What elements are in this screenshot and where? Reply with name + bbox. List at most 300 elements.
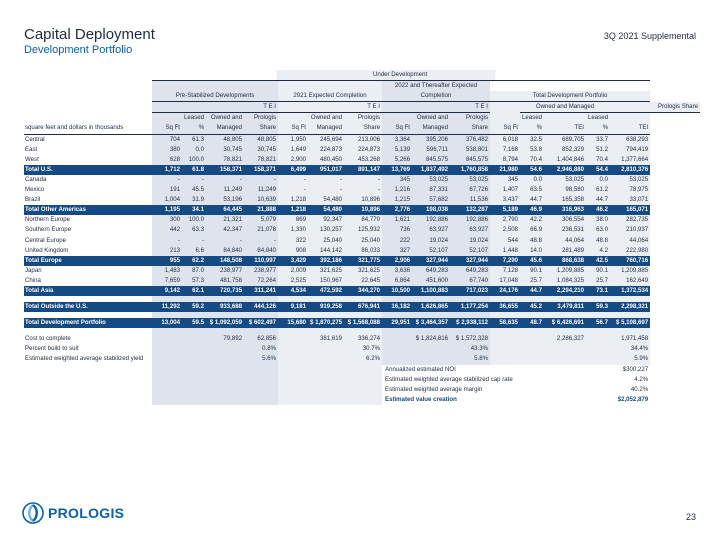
total-row <box>24 205 700 215</box>
cell: 281,489 <box>544 246 586 256</box>
cell: $ 5,108,697 <box>610 318 650 328</box>
col-pct: % <box>182 123 206 134</box>
row-label: Brazil <box>25 196 41 204</box>
metric-cell <box>206 344 244 354</box>
metric-cell: 79,892 <box>206 334 244 344</box>
summary-spacer <box>278 385 308 395</box>
cell: 48,805 <box>244 134 278 145</box>
cell: 72,264 <box>244 276 278 286</box>
cell: 6,018 <box>490 134 520 145</box>
cell: - <box>278 185 308 195</box>
cell: 306,554 <box>544 215 586 225</box>
group-total-header: Total Development Portfolio <box>490 91 650 102</box>
cell: 59.5 <box>182 318 206 328</box>
cell: 165,358 <box>544 195 586 205</box>
cell: 62.2 <box>182 256 206 266</box>
cell: 2,525 <box>278 276 308 286</box>
metric-cell <box>152 354 182 364</box>
cell: 933,688 <box>206 302 244 312</box>
metric-cell: 0.8% <box>244 344 278 354</box>
total-row <box>24 286 700 296</box>
cell: 2,900 <box>278 155 308 165</box>
cell: 10,896 <box>344 195 382 205</box>
metric-label: Estimated weighted average stabilized yield <box>25 355 144 363</box>
cell: 222,980 <box>610 246 650 256</box>
cell: 321,625 <box>308 266 344 276</box>
cell: 316,963 <box>544 205 586 215</box>
summary-spacer <box>344 365 382 375</box>
cell: 61.3 <box>182 134 206 145</box>
cell: 1,626,865 <box>412 302 450 312</box>
cell: 48.7 <box>520 318 544 328</box>
cell: 1,084,325 <box>544 276 586 286</box>
cell: 130,257 <box>308 225 344 235</box>
cell: 322 <box>278 236 308 246</box>
cell: 1,448 <box>490 246 520 256</box>
cell: 736 <box>382 225 412 235</box>
cell: 453,268 <box>344 155 382 165</box>
cell: 54,480 <box>308 205 344 215</box>
summary-value: 40.2% <box>630 385 649 393</box>
cell: 19,024 <box>450 236 490 246</box>
summary-label: Estimated value creation <box>385 395 457 403</box>
cell: 213 <box>152 246 182 256</box>
summary-spacer <box>308 395 344 405</box>
cell: 1,216 <box>382 185 412 195</box>
cell: 53,196 <box>206 195 244 205</box>
cell: 46.9 <box>520 205 544 215</box>
summary-spacer <box>278 395 308 405</box>
cell: 144,142 <box>308 246 344 256</box>
cell: 852,329 <box>544 145 586 155</box>
summary-spacer <box>152 375 182 385</box>
cell: 2,776 <box>382 205 412 215</box>
cell: 327,944 <box>450 256 490 266</box>
col-sqft: Sq Ft <box>490 123 520 134</box>
group-prestab-header: Pre-Stabilized Developments <box>152 91 278 102</box>
metric-cell: 6.2% <box>344 354 382 364</box>
summary-spacer <box>152 395 182 405</box>
cell: 84,840 <box>206 246 244 256</box>
summary-spacer <box>278 375 308 385</box>
cell: 2,009 <box>278 266 308 276</box>
total-row <box>24 318 700 328</box>
cell: 442 <box>152 225 182 235</box>
cell: 59.2 <box>182 302 206 312</box>
summary-label: Annualized estimated NOI <box>385 365 456 373</box>
metric-cell: 30.7% <box>344 344 382 354</box>
cell: 78,975 <box>610 185 650 195</box>
group-2022-line2: Completion <box>382 91 490 102</box>
table-row <box>24 175 700 185</box>
cell: 717,023 <box>450 286 490 296</box>
cell: 2,906 <box>382 256 412 266</box>
cell: 222 <box>382 236 412 246</box>
summary-spacer <box>308 385 344 395</box>
cell: 327,944 <box>412 256 450 266</box>
table-row <box>24 134 700 145</box>
cell: 704 <box>152 134 182 145</box>
summary-value: $300,227 <box>622 365 649 373</box>
summary-spacer <box>344 385 382 395</box>
col-managed: Managed <box>412 123 450 134</box>
metric-cell <box>278 334 308 344</box>
page-subtitle: Development Portfolio <box>24 44 133 56</box>
cell: 2,790 <box>490 215 520 225</box>
metric-cell <box>586 334 610 344</box>
cell: 345 <box>382 175 412 185</box>
cell: 24,176 <box>490 286 520 296</box>
cell: 46.2 <box>586 205 610 215</box>
col-owned-and: Owned and <box>308 113 344 124</box>
cell: 57,682 <box>412 195 450 205</box>
cell: 67,726 <box>450 185 490 195</box>
cell: 10,500 <box>382 286 412 296</box>
metric-cell: 5.8% <box>450 354 490 364</box>
row-label: West <box>25 155 39 163</box>
summary-label: Estimated weighted average margin <box>385 385 483 393</box>
row-label: Total Asia <box>24 286 152 296</box>
cell: 845,575 <box>412 155 450 165</box>
cell: 59.3 <box>586 302 610 312</box>
metric-cell: 381,619 <box>308 334 344 344</box>
cell: 7,128 <box>490 266 520 276</box>
cell: 1,215 <box>382 195 412 205</box>
cell: 84,840 <box>244 246 278 256</box>
cell: 2,298,321 <box>610 302 650 312</box>
col-managed: Managed <box>206 123 244 134</box>
cell: 42,347 <box>206 225 244 235</box>
metric-cell <box>490 354 520 364</box>
summary-spacer <box>244 385 278 395</box>
cell: 649,283 <box>412 266 450 276</box>
prologis-logo <box>22 501 124 525</box>
cell: 8,794 <box>490 155 520 165</box>
summary-row <box>24 395 700 405</box>
cell: 3,429 <box>278 256 308 266</box>
cell: 4.2 <box>586 246 610 256</box>
cell: 1,004 <box>152 195 182 205</box>
cell: 162,649 <box>610 276 650 286</box>
cell: 480,450 <box>308 155 344 165</box>
cell: 6.6 <box>182 246 206 256</box>
summary-spacer <box>206 385 244 395</box>
summary-spacer <box>152 385 182 395</box>
cell: 649,283 <box>450 266 490 276</box>
cell: - <box>344 185 382 195</box>
cell: 7,659 <box>152 276 182 286</box>
summary-row <box>24 385 700 395</box>
metric-cell <box>520 344 544 354</box>
cell: 345 <box>490 175 520 185</box>
summary-row <box>24 365 700 375</box>
metric-row <box>24 344 700 354</box>
cell: 87.0 <box>182 266 206 276</box>
cell: 538,801 <box>450 145 490 155</box>
cell: 1,218 <box>278 205 308 215</box>
cell: 1,950 <box>278 134 308 145</box>
cell: 87,331 <box>412 185 450 195</box>
col-sqft: Sq Ft <box>278 123 308 134</box>
cell: 30,745 <box>206 145 244 155</box>
cell: 2,508 <box>490 225 520 235</box>
cell: 31.9 <box>182 195 206 205</box>
cell: 19,024 <box>412 236 450 246</box>
cell: 61.8 <box>182 165 206 175</box>
summary-spacer <box>206 365 244 375</box>
summary-value: $2,052,879 <box>617 395 649 403</box>
cell: - <box>244 236 278 246</box>
cell: 63.3 <box>182 225 206 235</box>
report-period: 3Q 2021 Supplemental <box>603 31 696 41</box>
cell: 908 <box>278 246 308 256</box>
cell: 44.7 <box>586 195 610 205</box>
cell: 21,321 <box>206 215 244 225</box>
cell: 132,287 <box>450 205 490 215</box>
cell: 25.7 <box>586 276 610 286</box>
metric-label: Cost to complete <box>25 335 71 343</box>
cell: 158,371 <box>206 165 244 175</box>
cell: 29,951 <box>382 318 412 328</box>
metric-cell: $ 1,572,328 <box>450 334 490 344</box>
cell: 236,531 <box>544 225 586 235</box>
cell: 955 <box>152 256 182 266</box>
col-share: Share <box>450 123 490 134</box>
cell: 1,195 <box>152 205 182 215</box>
metric-cell <box>382 354 412 364</box>
summary-spacer <box>308 375 344 385</box>
metric-cell: 5.9% <box>610 354 650 364</box>
metric-cell: 62,856 <box>244 334 278 344</box>
cell: 4,534 <box>278 286 308 296</box>
cell: 300 <box>152 215 182 225</box>
cell: 6,864 <box>382 276 412 286</box>
logo-text: PROLOGIS <box>48 505 125 521</box>
cell: 13,769 <box>382 165 412 175</box>
cell: 0.0 <box>182 145 206 155</box>
prologis-logo-icon <box>22 502 44 524</box>
metric-cell <box>520 354 544 364</box>
total-row <box>24 256 700 266</box>
cell: 676,941 <box>344 302 382 312</box>
cell: 10,639 <box>244 195 278 205</box>
cell: 150,967 <box>308 276 344 286</box>
cell: 1,407 <box>490 185 520 195</box>
cell: 11,249 <box>244 185 278 195</box>
cell: 1,404,846 <box>544 155 586 165</box>
summary-spacer <box>206 375 244 385</box>
total-row <box>24 302 700 312</box>
cell: 628 <box>152 155 182 165</box>
development-portfolio-table <box>24 70 700 405</box>
cell: 33.7 <box>586 134 610 145</box>
cell: 544 <box>490 236 520 246</box>
metric-cell <box>412 344 450 354</box>
metric-cell: 34.4% <box>610 344 650 354</box>
cell: 125,932 <box>344 225 382 235</box>
metric-cell: 2,286,327 <box>544 334 586 344</box>
cell: - <box>152 236 182 246</box>
row-label: United Kingdom <box>25 246 69 254</box>
cell: 34.1 <box>182 205 206 215</box>
header-row-1 <box>24 70 700 81</box>
cell: 392,186 <box>308 256 344 266</box>
summary-spacer <box>182 385 206 395</box>
cell: 224,873 <box>308 145 344 155</box>
cell: 1,209,885 <box>544 266 586 276</box>
cell: 63.5 <box>520 185 544 195</box>
col-share: Share <box>344 123 382 134</box>
cell: - <box>152 175 182 185</box>
col-sqft: Sq Ft <box>152 123 182 134</box>
row-label: Total U.S. <box>24 165 152 175</box>
metric-cell <box>206 354 244 364</box>
cell: - <box>182 175 206 185</box>
metric-cell <box>278 344 308 354</box>
cell: 30,745 <box>244 145 278 155</box>
tei-label: T E I <box>278 102 382 113</box>
cell: 2,810,376 <box>610 165 650 175</box>
metric-cell <box>382 334 412 344</box>
cell: 21,078 <box>244 225 278 235</box>
summary-spacer <box>244 365 278 375</box>
metric-cell <box>544 354 586 364</box>
cell: 3,479,811 <box>544 302 586 312</box>
cell: 90.1 <box>520 266 544 276</box>
col-prologis: Prologis <box>344 113 382 124</box>
cell: 25,040 <box>308 236 344 246</box>
cell: 245,694 <box>308 134 344 145</box>
cell: 3,364 <box>382 134 412 145</box>
cell: 213,006 <box>344 134 382 145</box>
cell: 327 <box>382 246 412 256</box>
cell: 395,206 <box>412 134 450 145</box>
summary-spacer <box>182 375 206 385</box>
cell: 67,740 <box>450 276 490 286</box>
col-prologis: Prologis <box>450 113 490 124</box>
summary-spacer <box>344 375 382 385</box>
cell: 84,770 <box>344 215 382 225</box>
summary-value: 4.2% <box>634 375 649 383</box>
cell: 54,480 <box>308 195 344 205</box>
metric-cell <box>152 344 182 354</box>
cell: $ 1,568,088 <box>344 318 382 328</box>
cell: - <box>308 185 344 195</box>
summary-spacer <box>278 365 308 375</box>
cell: 33,071 <box>610 195 650 205</box>
summary-spacer <box>24 395 152 405</box>
cell: 44,064 <box>610 236 650 246</box>
cell: 98,580 <box>544 185 586 195</box>
cell: 3,437 <box>490 195 520 205</box>
metric-cell <box>182 344 206 354</box>
cell: 54.4 <box>586 165 610 175</box>
cell: 1,712 <box>152 165 182 175</box>
cell: 1,377,664 <box>610 155 650 165</box>
summary-spacer <box>244 375 278 385</box>
cell: 321,775 <box>344 256 382 266</box>
cell: 56.7 <box>586 318 610 328</box>
cell: 1,760,858 <box>450 165 490 175</box>
cell: 919,258 <box>308 302 344 312</box>
row-label: Total Development Portfolio <box>24 318 152 328</box>
cell: 210,937 <box>610 225 650 235</box>
cell: - <box>344 175 382 185</box>
summary-spacer <box>344 395 382 405</box>
cell: 198,038 <box>412 205 450 215</box>
col-owned-and: Owned and <box>412 113 450 124</box>
cell: 53,025 <box>610 175 650 185</box>
cell: 63,927 <box>450 225 490 235</box>
cell: 344,270 <box>344 286 382 296</box>
cell: 321,625 <box>344 266 382 276</box>
table-row <box>24 236 700 246</box>
cell: 0.0 <box>586 175 610 185</box>
cell: 53,025 <box>450 175 490 185</box>
row-label: Central <box>25 135 45 143</box>
metric-cell: 1,971,458 <box>610 334 650 344</box>
cell: 238,977 <box>244 266 278 276</box>
page-title: Capital Deployment <box>24 26 155 43</box>
cell: 1,218 <box>278 195 308 205</box>
metric-cell: 43.3% <box>450 344 490 354</box>
cell: 7,168 <box>490 145 520 155</box>
cell: 48.8 <box>586 236 610 246</box>
cell: 9,181 <box>278 302 308 312</box>
cell: 110,997 <box>244 256 278 266</box>
cell: 5,079 <box>244 215 278 225</box>
cell: 48,805 <box>206 134 244 145</box>
metric-cell <box>490 344 520 354</box>
cell: 42.5 <box>586 256 610 266</box>
summary-label: Estimated weighted average stabilized cap rate <box>385 375 513 383</box>
summary-spacer <box>24 385 152 395</box>
cell: 868,638 <box>544 256 586 266</box>
metric-cell <box>308 344 344 354</box>
cell: 0.0 <box>520 175 544 185</box>
summary-spacer <box>244 395 278 405</box>
row-label: East <box>25 145 38 153</box>
cell: 17,048 <box>490 276 520 286</box>
metric-cell <box>412 354 450 364</box>
cell: 57.3 <box>182 276 206 286</box>
summary-spacer <box>24 365 152 375</box>
metric-cell: 336,274 <box>344 334 382 344</box>
cell: 38.0 <box>586 215 610 225</box>
cell: 42.2 <box>520 215 544 225</box>
cell: 1,330 <box>278 225 308 235</box>
cell: 15,680 <box>278 318 308 328</box>
cell: 689,705 <box>544 134 586 145</box>
cell: 1,209,885 <box>610 266 650 276</box>
metric-cell <box>544 344 586 354</box>
cell: 7,290 <box>490 256 520 266</box>
cell: 596,711 <box>412 145 450 155</box>
metric-cell: 5.6% <box>244 354 278 364</box>
col-pct: % <box>586 123 610 134</box>
cell: - <box>182 236 206 246</box>
cell: 53,025 <box>544 175 586 185</box>
cell: 45.6 <box>520 256 544 266</box>
header-row-4 <box>24 102 700 113</box>
tei-label: T E I <box>152 102 278 113</box>
metric-cell <box>382 344 412 354</box>
cell: 14.0 <box>520 246 544 256</box>
cell: 6,499 <box>278 165 308 175</box>
col-leased: Leased <box>586 113 610 124</box>
col-prologis: Prologis <box>244 113 278 124</box>
metric-cell <box>182 334 206 344</box>
